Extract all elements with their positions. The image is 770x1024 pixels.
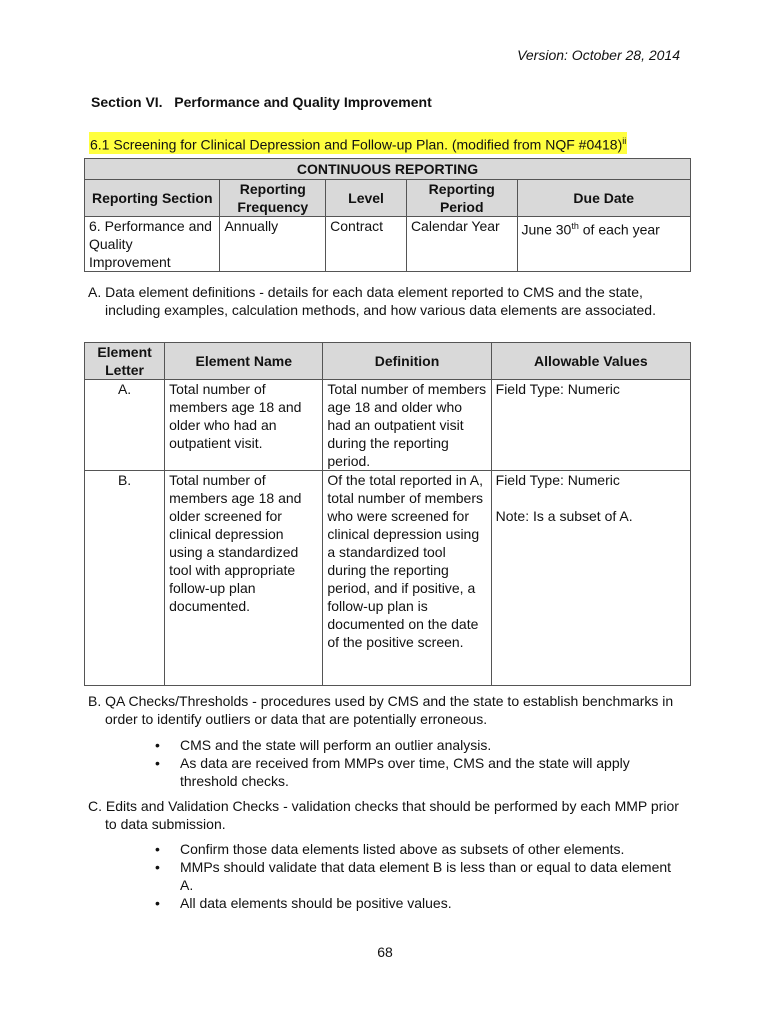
table-row — [85, 471, 691, 686]
table-row — [85, 380, 691, 471]
list-item: • MMPs should validate that data element B is less than or equal to data element A. — [155, 858, 675, 894]
header-element-letter: Element Letter — [85, 343, 165, 380]
paragraph-c-text: C. Edits and Validation Checks - validation checks that should be performed by each MMP prior to data submission. — [88, 798, 679, 832]
list-item: • All data elements should be positive values. — [155, 894, 675, 912]
bullet-list-b — [155, 736, 675, 790]
paragraph-c — [88, 797, 688, 833]
list-item: • CMS and the state will perform an outlier analysis. — [155, 736, 675, 754]
cell-frequency: Annually — [220, 217, 326, 272]
reporting-table — [84, 158, 691, 272]
version-date: Version: October 28, 2014 — [517, 47, 680, 63]
paragraph-a — [88, 283, 688, 319]
section-title: Section VI. Performance and Quality Improvement — [91, 94, 432, 110]
cell-due-date — [517, 217, 690, 272]
header-definition: Definition — [323, 343, 491, 380]
cell-reporting-section: 6. Performance and Quality Improvement — [85, 217, 220, 272]
field-type: Field Type: Numeric — [495, 381, 620, 397]
page-number: 68 — [377, 944, 393, 960]
due-date-pre: June 30 — [521, 221, 572, 238]
element-letter: A. — [85, 380, 165, 471]
element-table — [84, 342, 691, 686]
header-due-date: Due Date — [517, 180, 690, 217]
bullet-list-c — [155, 840, 675, 912]
field-type: Field Type: Numeric — [495, 472, 620, 488]
header-element-name: Element Name — [165, 343, 323, 380]
cell-level: Contract — [326, 217, 407, 272]
header-reporting-period: Reporting Period — [406, 180, 517, 217]
subtitle-footnote: ii — [622, 136, 627, 146]
list-item: • As data are received from MMPs over time, CMS and the state will apply threshold checks. — [155, 754, 675, 790]
list-item: • Confirm those data elements listed above as subsets of other elements. — [155, 840, 675, 858]
header-allowable-values: Allowable Values — [491, 343, 690, 380]
element-definition: Of the total reported in A, total number of members who were screened for clinical depression using a standardized tool during the reporting period, and if positive, a follow-up plan is documented on the date of the positive screen. — [323, 471, 491, 686]
reporting-table-title: CONTINUOUS REPORTING — [85, 159, 691, 180]
element-name: Total number of members age 18 and older who had an outpatient visit. — [165, 380, 323, 471]
subtitle-text: 6.1 Screening for Clinical Depression and Follow-up Plan. (modified from NQF #0418) — [90, 136, 623, 153]
header-level: Level — [326, 180, 407, 217]
element-values — [491, 471, 690, 686]
element-values — [491, 380, 690, 471]
header-reporting-section: Reporting Section — [85, 180, 220, 217]
element-name: Total number of members age 18 and older screened for clinical depression using a standardized tool with appropriate follow-up plan documented. — [165, 471, 323, 686]
due-date-post: of each year — [578, 221, 660, 238]
header-reporting-frequency: Reporting Frequency — [220, 180, 326, 217]
paragraph-b-text: B. QA Checks/Thresholds - procedures used by CMS and the state to establish benchmarks in order to identify outliers or data that are potentially erroneous. — [88, 693, 674, 727]
cell-period: Calendar Year — [406, 217, 517, 272]
paragraph-b — [88, 692, 688, 728]
paragraph-a-text: A. Data element definitions - details for each data element reported to CMS and the state, including examples, calculation methods, and how various data elements are associated. — [88, 284, 656, 318]
element-definition: Total number of members age 18 and older who had an outpatient visit during the reporting period. — [323, 380, 491, 471]
values-note: Note: Is a subset of A. — [495, 508, 633, 524]
element-letter: B. — [85, 471, 165, 686]
highlighted-subtitle — [89, 132, 627, 154]
due-date-sup: th — [571, 221, 579, 231]
